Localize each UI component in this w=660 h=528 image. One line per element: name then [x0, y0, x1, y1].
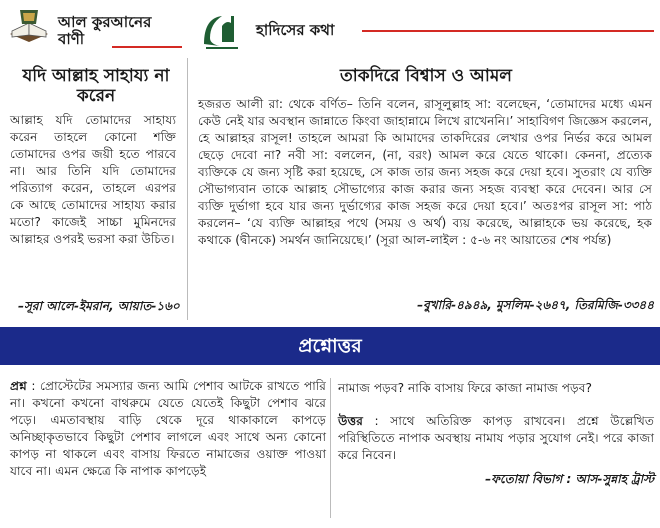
quran-title: যদি আল্লাহ সাহায্য না করেন [22, 66, 170, 106]
mosque-emblem-icon [198, 8, 242, 52]
hadith-citation: –বুখারি-৪৯৪৯, মুসলিম-২৬৪৭, তিরমিজি-৩৩৪৪ [417, 298, 654, 312]
qa-column-divider [330, 378, 331, 518]
qa-banner [0, 327, 660, 365]
qa-banner-title: প্রশ্নোত্তর [298, 335, 362, 357]
quran-section-header: আল কুরআনের বাণী [58, 13, 152, 48]
qa-answer [338, 413, 654, 464]
answer-label: উত্তর [338, 414, 363, 428]
question-continued: নামাজ পড়ব? নাকি বাসায় ফিরে কাজা নামাজ পড়ব? [338, 381, 592, 395]
answer-text: : সাথে অতিরিক্ত কাপড় রাখবেন। প্রশ্নে উল্লেখিত পরিস্থিতিতে নাপাক অবস্থায় নামায পড়ার সুযোগ নেই। পরে কাজা করে নিবেন। [338, 414, 654, 462]
quran-citation: –সূরা আলে-ইমরান, আয়াত-১৬০ [18, 299, 180, 313]
hadith-body: হজরত আলী রা: থেকে বর্ণিত– তিনি বলেন, রাসূলুল্লাহ সা: বলেছেন, ‘তোমাদের মধ্যে এমন কেউ নেই যার অবস্থান জান্নাতে কিংবা জাহান্নামে লিখে রাখেননি।’ সাহাবিগণ জিজ্ঞেস করলেন, হে আল্লাহর রাসূল! তাহলে আমরা কি আমাদের তাকদিরের লেখার ওপর নির্ভর করে আমল ছেড়ে দেবো না? নবী সা: বললেন, (না, বরং) আমল করে যেতে থাকো। কেননা, প্রত্যেক ব্যক্তিকে যে জন্য সৃষ্টি করা হয়েছে, সে কাজ তার জন্য সহজ করে দেয়া হবে। সুতরাং যে ব্যক্তি সৌভাগ্যবান তাকে আল্লাহ সৌভাগ্যের কাজ করার জন্য সহজ ব্যবস্থা করে দেবেন। আর সে ব্যক্তি দুর্ভাগা হবে যার জন্য দুর্ভাগ্যের কাজ সহজ করে দেয়া হবে।’ অতঃপর রাসূল সা: পাঠ করলেন– ‘যে ব্যক্তি আল্লাহর পথে (সময় ও অর্থ) ব্যয় করেছে, আল্লাহকে ভয় করেছে, হক কথাকে (দ্বীনকে) সমর্থন জানিয়েছে।’ (সূরা আল-লাইল : ৫-৬ নং আয়াতের শেষ পর্যন্ত) [198, 97, 652, 247]
question-text: : প্রোস্টেটের সমস্যার জন্য আমি পেশাব আটকে রাখতে পারি না। কখনো কখনো বাথরুমে যেতে যেতেই কিছুটা পেশাব ঝরে পড়ে। এমতাবস্থায় বাড়ি থেকে দূরে থাকাকালে কাপড়ে অনিচ্ছাকৃতভাবে কিছুটা পেশাব লাগলে এবং সাথে অন্য কোনো কাপড় না থাকলে এবং বাসায় ফিরতে নামাজের ওয়াক্ত পাওয়া যাবে না। এমন ক্ষেত্রে কি নাপাক কাপড়েই [10, 379, 326, 478]
quran-book-icon [6, 4, 52, 44]
quran-body: আল্লাহ যদি তোমাদের সাহায্য করেন তাহলে কোনো শক্তি তোমাদের ওপর জয়ী হতে পারবে না। আর তিনি যদি তোমাদের পরিত্যাগ করেন, তাহলে এরপর কে আছে তোমাদের সাহায্য করার মতো? কাজেই সাচ্চা মুমিনদের আল্লাহর ওপরই ভরসা করা উচিত। [10, 113, 176, 246]
hadith-header-rule [362, 30, 654, 32]
hadith-title: তাকদিরে বিশ্বাস ও আমল [340, 66, 512, 86]
quran-header-rule [112, 46, 182, 48]
column-divider [187, 58, 188, 320]
question-label: প্রশ্ন [10, 379, 27, 393]
qa-citation: –ফতোয়া বিভাগ : আস-সুন্নাহ ট্রাস্ট [485, 472, 654, 486]
qa-question [10, 378, 326, 480]
hadith-section-header: হাদিসের কথা [256, 21, 335, 39]
